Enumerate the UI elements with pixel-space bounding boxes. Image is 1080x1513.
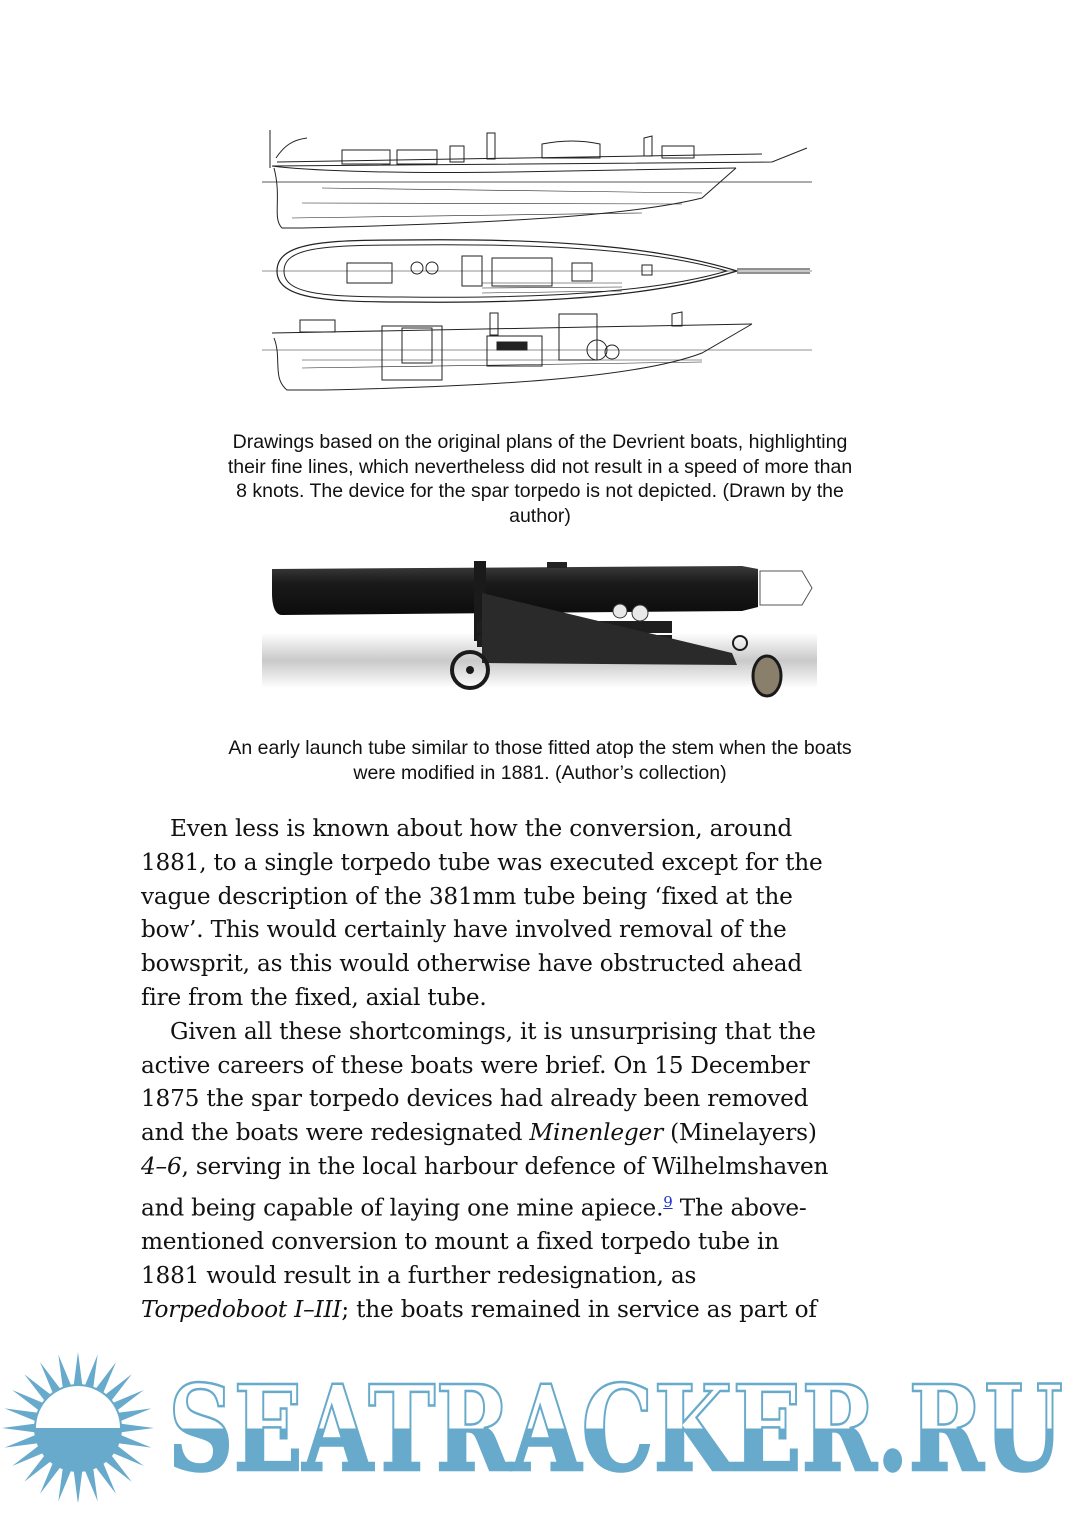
watermark <box>0 1352 1080 1502</box>
launch-tube-photo <box>262 553 817 698</box>
paragraph-1-line: Even less is known about how the conversion, around <box>170 815 792 842</box>
watermark-text: SEATRACKER.RU <box>168 1359 1063 1498</box>
figure-caption-launch-tube <box>190 736 890 785</box>
body-text <box>141 812 941 1327</box>
caption-line: An early launch tube similar to those fitted atop the stem when the boats <box>228 737 852 759</box>
italic-term: 4–6 <box>141 1152 182 1180</box>
text-run: , serving in the local harbour defence of Wilhelmshaven <box>181 1152 829 1180</box>
paragraph-1-line: bowsprit, as this would otherwise have obstructed ahead <box>141 950 803 978</box>
caption-line: their fine lines, which nevertheless did not result in a speed of more than <box>227 455 853 478</box>
sun-ray <box>2 1423 38 1432</box>
italic-term: Minenleger <box>529 1119 663 1147</box>
paragraph-1-line: bow’. This would certainly have involved removal of the <box>141 916 787 944</box>
paragraph-1-line: vague description of the 381mm tube being ‘fixed at the <box>141 882 793 910</box>
figure-caption-ship-plans <box>190 430 890 528</box>
paragraph-2-line: mentioned conversion to mount a fixed torpedo tube in <box>141 1228 779 1256</box>
paragraph-2-line <box>141 1184 941 1226</box>
italic-term: Torpedoboot I–III <box>141 1295 342 1323</box>
text-run: and being capable of laying one mine apiece. <box>141 1194 664 1222</box>
sun-ray <box>73 1352 82 1388</box>
sun-ray <box>118 1423 154 1432</box>
ship-plans-drawing <box>262 128 812 396</box>
caption-line: 8 knots. The device for the spar torpedo is not depicted. (Drawn by the <box>236 480 844 502</box>
paragraph-1-line: fire from the fixed, axial tube. <box>141 983 487 1011</box>
paragraph-2-line <box>141 1293 941 1327</box>
caption-line: Drawings based on the original plans of the Devrient boats, highlighting <box>232 431 848 453</box>
text-run: ; the boats remained in service as part of <box>341 1295 817 1323</box>
text-run: (Minelayers) <box>662 1119 817 1147</box>
caption-line: were modified in 1881. (Author’s collection) <box>353 761 727 784</box>
text-run: and the boats were redesignated <box>141 1119 530 1147</box>
paragraph-2-line <box>141 1150 941 1184</box>
footnote-link[interactable]: 9 <box>663 1192 673 1211</box>
ship-plans-figure <box>262 128 812 396</box>
sun-ray <box>73 1468 82 1502</box>
caption-line: author) <box>509 504 571 527</box>
paragraph-2-line: 1881 would result in a further redesignation, as <box>141 1262 697 1290</box>
paragraph-2-line: active careers of these boats were brief. On 15 December <box>141 1051 810 1079</box>
paragraph-2-line <box>141 1116 941 1150</box>
paragraph-1-line: 1881, to a single torpedo tube was executed except for the <box>141 848 823 876</box>
watermark-graphic <box>0 1352 1080 1502</box>
sun-icon <box>2 1352 154 1502</box>
launch-tube-image <box>262 553 817 698</box>
paragraph-2-line: Given all these shortcomings, it is unsurprising that the <box>170 1017 816 1045</box>
paragraph-2-line: 1875 the spar torpedo devices had already been removed <box>141 1085 809 1113</box>
text-run: The above- <box>672 1194 807 1222</box>
